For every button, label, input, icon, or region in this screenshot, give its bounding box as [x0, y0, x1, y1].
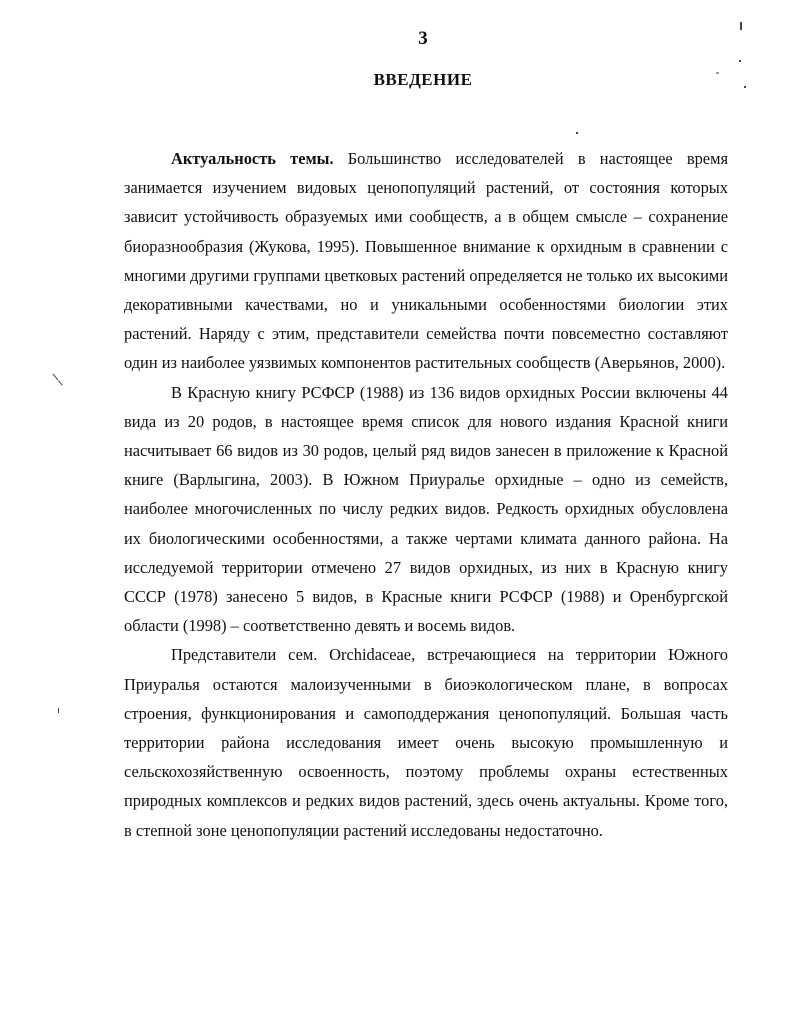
paragraph-orchidaceae: Представители сем. Orchidaceae, встречающиеся на территории Южного Приуралья остаются малоизученными в биоэкологическом плане, в вопросах строения, функционирования и самоподдержания ценопопуляций. Большая часть территории района исследования имеет очень высокую промышленную и сельскохозяйственную освоенность, поэтому проблемы охраны естественных природных комплексов и редких видов растений, здесь очень актуальны. Кроме того, в степной зоне ценопопуляции растений исследованы недостаточно.	[124, 645, 728, 840]
scan-speck	[716, 72, 719, 74]
body-text	[124, 144, 728, 845]
paragraph-relevance	[124, 144, 728, 378]
scan-speck	[739, 60, 741, 62]
paragraph-text: Большинство исследователей в настоящее время занимается изучением видовых ценопопуляций растений, от состояния которых зависит устойчивость образуемых ими сообществ, а в общем смысле – сохранение биоразнообразия (Жукова, 1995). Повышенное внимание к орхидным в сравнении с многими другими группами цветковых растений определяется не только их высокими декоративными качествами, но и уникальными особенностями биологии этих растений. Наряду с этим, представители семейства почти повсеместно составляют один из наиболее уязвимых компонентов растительных сообществ (Аверьянов, 2000).	[124, 149, 728, 373]
scan-speck	[58, 380, 63, 385]
paragraph-red-book: В Красную книгу РСФСР (1988) из 136 видов орхидных России включены 44 вида из 20 родов, в настоящее время список для нового издания Красной книги насчитывает 66 видов из 30 родов, целый ряд видов занесен в приложение к Красной книге (Варлыгина, 2003). В Южном Приуралье орхидные – одно из семейств, наиболее многочисленных по числу редких видов. Редкость орхидных обусловлена их биологическими особенностями, а также чертами климата данного района. На исследуемой территории отмечено 27 видов орхидных, из них в Красную книгу СССР (1978) занесено 5 видов, в Красные книги РСФСР (1988) и Оренбургской области (1998) – соответственно девять и восемь видов.	[124, 382, 728, 636]
page-number: 3	[418, 28, 428, 49]
scan-speck	[58, 708, 59, 713]
scan-speck	[740, 22, 742, 30]
paragraph-lead: Актуальность темы.	[171, 149, 334, 168]
scan-speck	[576, 132, 578, 134]
scan-speck	[744, 86, 746, 88]
section-heading: ВВЕДЕНИЕ	[373, 70, 473, 89]
scan-speck	[53, 374, 59, 381]
